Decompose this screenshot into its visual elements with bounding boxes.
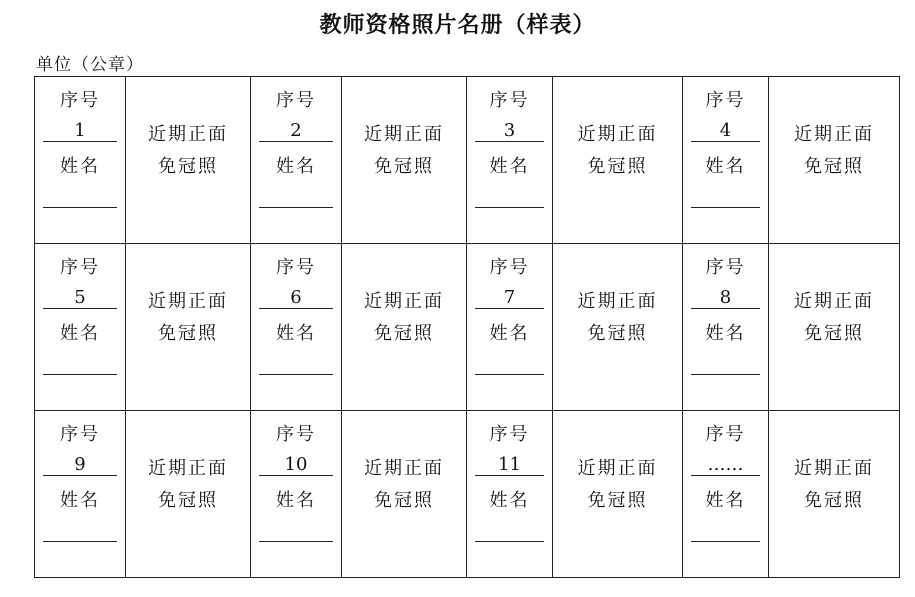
photo-caption-line1: 近期正面 — [148, 291, 228, 312]
teacher-info-cell — [467, 411, 553, 578]
photo-caption-line1: 近期正面 — [577, 458, 658, 479]
seq-underline — [475, 141, 544, 142]
photo-placeholder-cell — [769, 411, 900, 578]
photo-caption-line2: 免冠照 — [804, 490, 864, 511]
seq-label: 序号 — [276, 424, 316, 445]
name-underline — [259, 374, 333, 375]
seq-label: 序号 — [60, 257, 100, 278]
photo-placeholder-cell — [553, 244, 683, 411]
page-title: 教师资格照片名册（样表） — [319, 12, 596, 38]
seq-underline — [43, 141, 117, 142]
photo-caption-line2: 免冠照 — [804, 323, 864, 344]
name-underline — [691, 374, 760, 375]
photo-placeholder-cell — [553, 77, 683, 244]
teacher-info-cell — [35, 244, 126, 411]
table-row — [35, 244, 900, 411]
name-underline — [691, 207, 760, 208]
photo-caption-line1: 近期正面 — [794, 291, 874, 312]
photo-caption-line2: 免冠照 — [374, 323, 434, 344]
teacher-info-cell — [35, 77, 126, 244]
seq-underline — [691, 475, 760, 476]
name-label: 姓名 — [489, 156, 530, 177]
photo-placeholder-cell — [553, 411, 683, 578]
seq-number: 4 — [719, 120, 732, 141]
photo-placeholder-cell — [342, 244, 467, 411]
photo-caption-line1: 近期正面 — [364, 124, 444, 145]
photo-caption-line1: 近期正面 — [148, 124, 228, 145]
seq-label: 序号 — [60, 424, 100, 445]
name-label: 姓名 — [276, 490, 316, 511]
seq-underline — [691, 141, 760, 142]
photo-placeholder-cell — [769, 244, 900, 411]
seq-underline — [475, 475, 544, 476]
photo-caption-line1: 近期正面 — [364, 291, 444, 312]
seq-number: 3 — [503, 120, 516, 141]
name-underline — [43, 207, 117, 208]
seq-underline — [691, 308, 760, 309]
name-underline — [691, 541, 760, 542]
seq-label: 序号 — [705, 90, 746, 111]
name-label: 姓名 — [60, 490, 100, 511]
photo-caption-line2: 免冠照 — [587, 156, 648, 177]
seq-label: 序号 — [60, 90, 100, 111]
photo-roster-table — [34, 76, 900, 578]
name-underline — [475, 541, 544, 542]
photo-caption-line2: 免冠照 — [158, 490, 218, 511]
photo-caption-line2: 免冠照 — [374, 490, 434, 511]
name-underline — [43, 374, 117, 375]
name-label: 姓名 — [276, 156, 316, 177]
photo-placeholder-cell — [769, 77, 900, 244]
seq-label: 序号 — [489, 424, 530, 445]
photo-caption-line2: 免冠照 — [158, 323, 218, 344]
photo-caption-line2: 免冠照 — [158, 156, 218, 177]
seq-number: …… — [707, 454, 744, 475]
photo-caption-line1: 近期正面 — [794, 124, 874, 145]
name-underline — [259, 207, 333, 208]
seq-number: 8 — [719, 287, 732, 308]
seq-number: 10 — [284, 454, 308, 475]
name-underline — [259, 541, 333, 542]
name-label: 姓名 — [705, 323, 746, 344]
teacher-info-cell — [467, 244, 553, 411]
photo-caption-line2: 免冠照 — [374, 156, 434, 177]
photo-placeholder-cell — [342, 77, 467, 244]
teacher-info-cell — [683, 244, 769, 411]
seq-underline — [43, 308, 117, 309]
name-label: 姓名 — [60, 323, 100, 344]
name-label: 姓名 — [705, 156, 746, 177]
name-label: 姓名 — [705, 490, 746, 511]
photo-caption-line1: 近期正面 — [577, 124, 658, 145]
photo-caption-line1: 近期正面 — [148, 458, 228, 479]
photo-placeholder-cell — [126, 244, 251, 411]
name-label: 姓名 — [276, 323, 316, 344]
teacher-info-cell — [251, 411, 342, 578]
table-row — [35, 77, 900, 244]
name-label: 姓名 — [489, 323, 530, 344]
teacher-info-cell — [251, 77, 342, 244]
seq-number: 6 — [290, 287, 302, 308]
seq-label: 序号 — [276, 90, 316, 111]
seq-label: 序号 — [489, 90, 530, 111]
name-label: 姓名 — [60, 156, 100, 177]
teacher-info-cell — [251, 244, 342, 411]
teacher-info-cell — [467, 77, 553, 244]
photo-caption-line1: 近期正面 — [794, 458, 874, 479]
name-label: 姓名 — [489, 490, 530, 511]
photo-placeholder-cell — [126, 411, 251, 578]
photo-placeholder-cell — [342, 411, 467, 578]
seq-number: 2 — [290, 120, 302, 141]
seq-number: 7 — [503, 287, 516, 308]
photo-placeholder-cell — [126, 77, 251, 244]
teacher-info-cell — [35, 411, 126, 578]
seq-number: 11 — [498, 454, 521, 475]
name-underline — [43, 541, 117, 542]
seq-underline — [259, 475, 333, 476]
photo-caption-line1: 近期正面 — [577, 291, 658, 312]
seq-label: 序号 — [276, 257, 316, 278]
seq-label: 序号 — [489, 257, 530, 278]
seq-label: 序号 — [705, 257, 746, 278]
photo-caption-line1: 近期正面 — [364, 458, 444, 479]
photo-caption-line2: 免冠照 — [587, 490, 648, 511]
name-underline — [475, 374, 544, 375]
photo-caption-line2: 免冠照 — [804, 156, 864, 177]
photo-caption-line2: 免冠照 — [587, 323, 648, 344]
teacher-info-cell — [683, 411, 769, 578]
seq-number: 1 — [74, 120, 86, 141]
seq-number: 9 — [74, 454, 86, 475]
seq-underline — [259, 141, 333, 142]
seq-number: 5 — [74, 287, 86, 308]
seq-underline — [475, 308, 544, 309]
seq-underline — [43, 475, 117, 476]
teacher-info-cell — [683, 77, 769, 244]
seq-label: 序号 — [705, 424, 746, 445]
name-underline — [475, 207, 544, 208]
table-row — [35, 411, 900, 578]
unit-seal-label: 单位（公章） — [36, 55, 144, 75]
seq-underline — [259, 308, 333, 309]
